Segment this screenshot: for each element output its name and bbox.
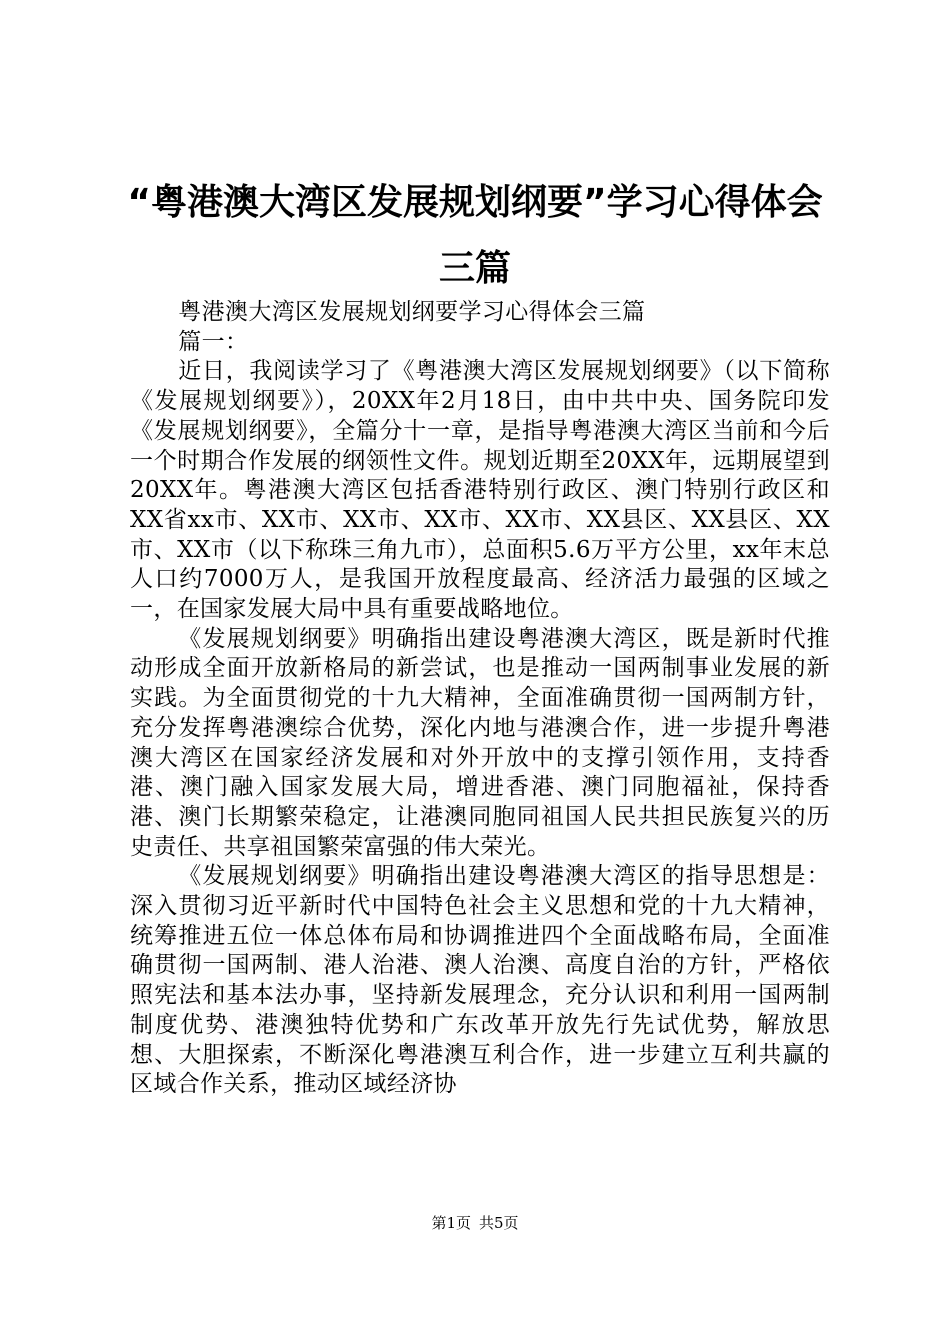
page-number: 第1页 — [431, 1214, 471, 1232]
section-heading: 篇一： — [178, 328, 249, 355]
document-body — [130, 298, 830, 1100]
subtitle-paragraph: 粤港澳大湾区发展规划纲要学习心得体会三篇 — [178, 299, 646, 325]
document-title: “粤港澳大湾区发展规划纲要”学习心得体会三篇 — [127, 182, 823, 289]
body-paragraph: 《发展规划纲要》明确指出建设粤港澳大湾区的指导思想是：深入贯彻习近平新时代中国特色社会主义思想和党的十九大精神，统筹推进五位一体总体布局和协调推进四个全面战略布局，全面准确贯彻一国两制、港人治港、澳人治澳、高度自治的方针，严格依照宪法和基本法办事，坚持新发展理念，充分认识和利用一国两制制度优势、港澳独特优势和广东改革开放先行先试优势，解放思想、大胆探索，不断深化粤港澳互利合作，进一步建立互利共赢的区域合作关系，推动区域经济协 — [130, 863, 830, 1098]
body-paragraph: 《发展规划纲要》明确指出建设粤港澳大湾区，既是新时代推动形成全面开放新格局的新尝试，也是推动一国两制事业发展的新实践。为全面贯彻党的十九大精神，全面准确贯彻一国两制方针，充分发挥粤港澳综合优势，深化内地与港澳合作，进一步提升粤港澳大湾区在国家经济发展和对外开放中的支撑引领作用，支持香港、澳门融入国家发展大局，增进香港、澳门同胞福祉，保持香港、澳门长期繁荣稳定，让港澳同胞同祖国人民共担民族复兴的历史责任、共享祖国繁荣富强的伟大荣光。 — [130, 625, 830, 860]
body-paragraph: 近日，我阅读学习了《粤港澳大湾区发展规划纲要》（以下简称《发展规划纲要》），20XX年2月18日，由中共中央、国务院印发《发展规划纲要》，全篇分十一章，是指导粤港澳大湾区当前和今后一个时期合作发展的纲领性文件。规划近期至20XX年，远期展望到20XX年。粤港澳大湾区包括香港特别行政区、澳门特别行政区和XX省xx市、XX市、XX市、XX市、XX市、XX县区、XX县区、XX市、XX市（以下称珠三角九市），总面积5.6万平方公里，xx年末总人口约7000万人，是我国开放程度最高、经济活力最强的区域之一，在国家发展大局中具有重要战略地位。 — [130, 358, 830, 623]
page-footer — [0, 1213, 950, 1233]
page-total: 共5页 — [479, 1214, 519, 1232]
